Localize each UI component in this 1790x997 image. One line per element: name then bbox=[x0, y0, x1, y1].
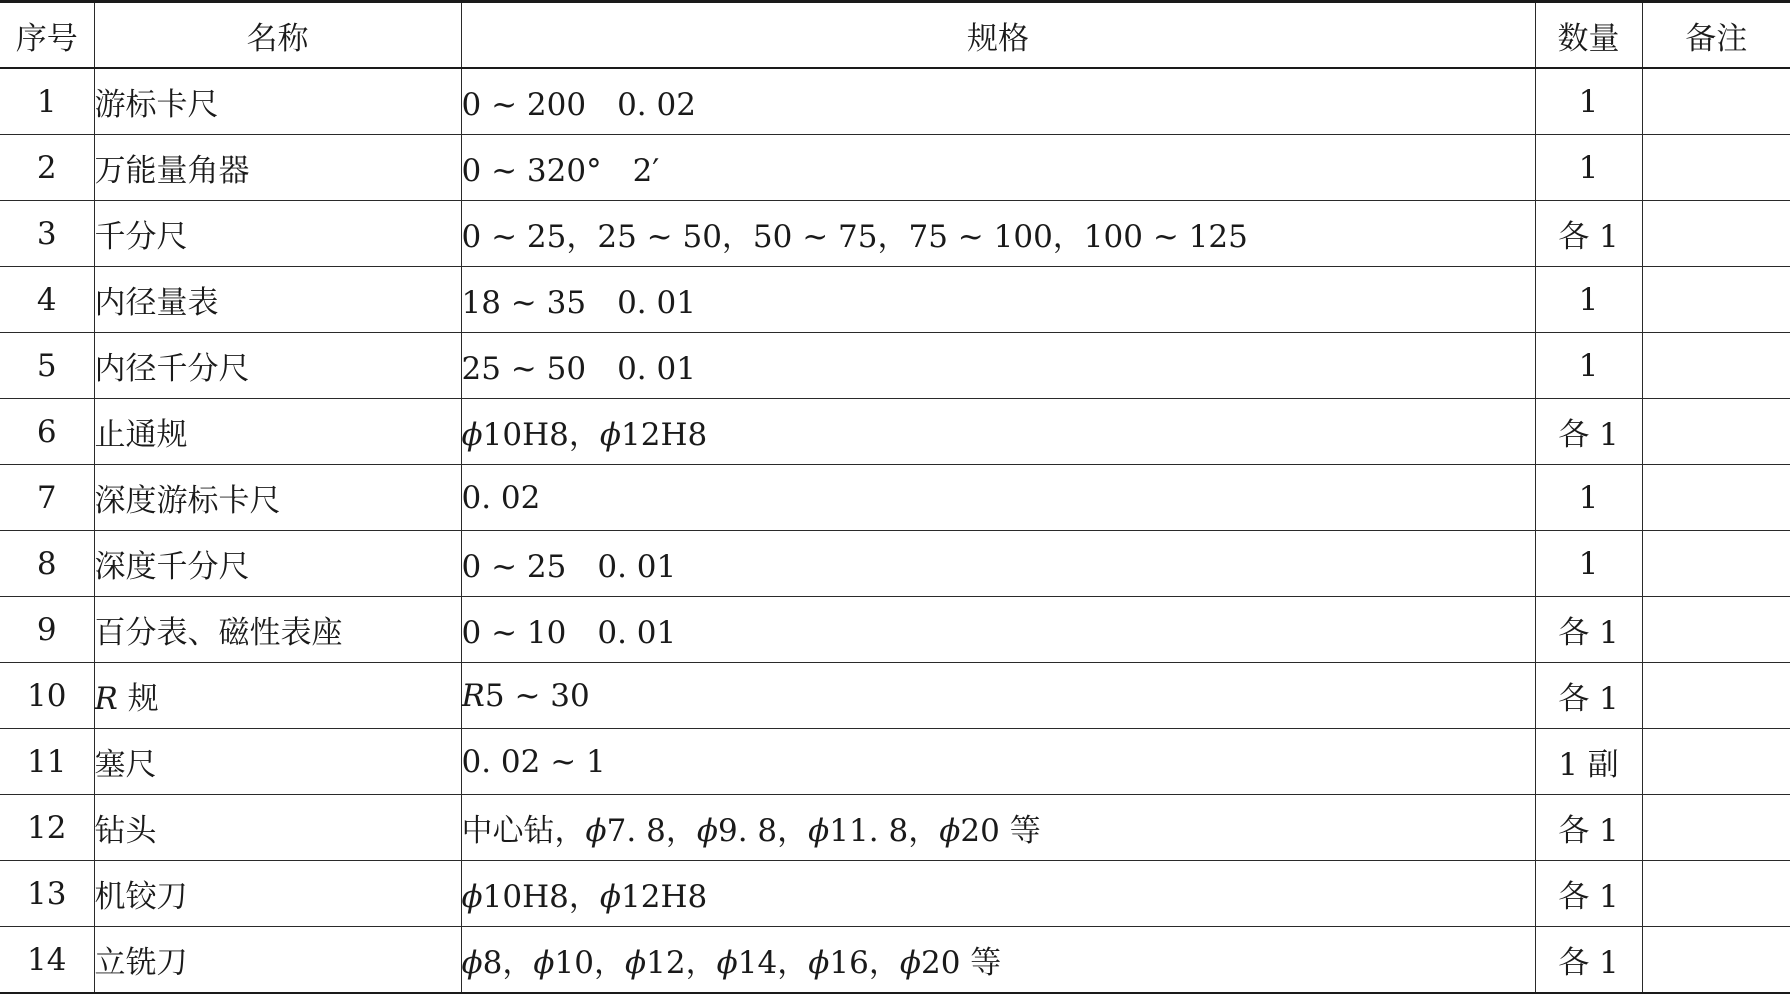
cell-no: 7 bbox=[0, 465, 94, 531]
cell-note bbox=[1642, 399, 1790, 465]
header-note: 备注 bbox=[1642, 3, 1790, 68]
cell-qty: 各 1 bbox=[1535, 399, 1642, 465]
cell-note bbox=[1642, 861, 1790, 927]
cell-name: 机铰刀 bbox=[94, 861, 461, 927]
cell-name: 千分尺 bbox=[94, 201, 461, 267]
variable-symbol: ϕ bbox=[624, 945, 647, 981]
cell-spec: 0 ~ 200 0. 02 bbox=[461, 68, 1535, 135]
cell-name: 钻头 bbox=[94, 795, 461, 861]
table-row bbox=[0, 267, 1790, 333]
cell-no: 11 bbox=[0, 729, 94, 795]
cell-name: R 规 bbox=[94, 663, 461, 729]
header-spec: 规格 bbox=[461, 3, 1535, 68]
table-row bbox=[0, 333, 1790, 399]
variable-symbol: ϕ bbox=[696, 813, 718, 849]
tool-list-table bbox=[0, 3, 1790, 994]
table-row bbox=[0, 399, 1790, 465]
table-row bbox=[0, 927, 1790, 994]
cell-name: 深度游标卡尺 bbox=[94, 465, 461, 531]
cell-no: 8 bbox=[0, 531, 94, 597]
table-row bbox=[0, 795, 1790, 861]
cell-spec: 25 ~ 50 0. 01 bbox=[461, 333, 1535, 399]
cell-no: 5 bbox=[0, 333, 94, 399]
variable-symbol: ϕ bbox=[599, 417, 622, 453]
variable-symbol: ϕ bbox=[461, 879, 483, 915]
variable-symbol: ϕ bbox=[716, 945, 738, 981]
header-no: 序号 bbox=[0, 3, 94, 68]
cell-qty: 1 bbox=[1535, 267, 1642, 333]
table-row bbox=[0, 201, 1790, 267]
cell-note bbox=[1642, 333, 1790, 399]
cell-no: 2 bbox=[0, 135, 94, 201]
cell-note bbox=[1642, 201, 1790, 267]
variable-symbol: ϕ bbox=[461, 417, 483, 453]
cell-note bbox=[1642, 267, 1790, 333]
cell-qty: 各 1 bbox=[1535, 663, 1642, 729]
variable-symbol: ϕ bbox=[899, 945, 921, 981]
cell-note bbox=[1642, 465, 1790, 531]
table-row bbox=[0, 597, 1790, 663]
table-row bbox=[0, 861, 1790, 927]
cell-note bbox=[1642, 597, 1790, 663]
cell-spec: 0 ~ 320° 2′ bbox=[461, 135, 1535, 201]
cell-name: 深度千分尺 bbox=[94, 531, 461, 597]
cell-qty: 各 1 bbox=[1535, 795, 1642, 861]
header-qty: 数量 bbox=[1535, 3, 1642, 68]
cell-qty: 1 bbox=[1535, 465, 1642, 531]
cell-note bbox=[1642, 927, 1790, 994]
cell-name: 塞尺 bbox=[94, 729, 461, 795]
cell-spec: 0. 02 ~ 1 bbox=[461, 729, 1535, 795]
cell-note bbox=[1642, 729, 1790, 795]
header-name: 名称 bbox=[94, 3, 461, 68]
cell-note bbox=[1642, 663, 1790, 729]
variable-symbol: ϕ bbox=[533, 945, 555, 981]
cell-note bbox=[1642, 531, 1790, 597]
cell-no: 9 bbox=[0, 597, 94, 663]
variable-symbol: R bbox=[461, 677, 485, 714]
cell-note bbox=[1642, 795, 1790, 861]
table-row bbox=[0, 663, 1790, 729]
cell-spec: 0 ~ 10 0. 01 bbox=[461, 597, 1535, 663]
cell-no: 14 bbox=[0, 927, 94, 994]
cell-qty: 1 bbox=[1535, 135, 1642, 201]
cell-no: 6 bbox=[0, 399, 94, 465]
cell-qty: 各 1 bbox=[1535, 597, 1642, 663]
table-row bbox=[0, 465, 1790, 531]
cell-name: 立铣刀 bbox=[94, 927, 461, 994]
cell-spec: 0 ~ 25，25 ~ 50，50 ~ 75，75 ~ 100，100 ~ 125 bbox=[461, 201, 1535, 267]
variable-symbol: ϕ bbox=[599, 879, 622, 915]
cell-note bbox=[1642, 68, 1790, 135]
cell-qty: 各 1 bbox=[1535, 927, 1642, 994]
cell-note bbox=[1642, 135, 1790, 201]
table-body bbox=[0, 68, 1790, 993]
table-row bbox=[0, 729, 1790, 795]
variable-symbol: ϕ bbox=[808, 813, 830, 849]
cell-name: 止通规 bbox=[94, 399, 461, 465]
variable-symbol: ϕ bbox=[585, 813, 607, 849]
cell-spec: R5 ~ 30 bbox=[461, 663, 1535, 729]
cell-qty: 1 bbox=[1535, 68, 1642, 135]
table-row bbox=[0, 68, 1790, 135]
table-header bbox=[0, 3, 1790, 68]
cell-qty: 1 bbox=[1535, 333, 1642, 399]
cell-qty: 1 副 bbox=[1535, 729, 1642, 795]
cell-spec: ϕ10H8，ϕ12H8 bbox=[461, 861, 1535, 927]
cell-qty: 各 1 bbox=[1535, 861, 1642, 927]
table-row bbox=[0, 135, 1790, 201]
cell-no: 3 bbox=[0, 201, 94, 267]
cell-qty: 各 1 bbox=[1535, 201, 1642, 267]
variable-symbol: ϕ bbox=[808, 945, 830, 981]
cell-spec: ϕ8，ϕ10，ϕ12，ϕ14，ϕ16，ϕ20 等 bbox=[461, 927, 1535, 994]
variable-symbol: ϕ bbox=[939, 813, 961, 849]
header-row bbox=[0, 3, 1790, 68]
cell-name: 游标卡尺 bbox=[94, 68, 461, 135]
cell-spec: 0. 02 bbox=[461, 465, 1535, 531]
cell-spec: ϕ10H8，ϕ12H8 bbox=[461, 399, 1535, 465]
cell-name: 百分表、磁性表座 bbox=[94, 597, 461, 663]
variable-symbol: R bbox=[94, 681, 118, 717]
cell-name: 内径量表 bbox=[94, 267, 461, 333]
variable-symbol: ϕ bbox=[461, 945, 483, 981]
cell-spec: 18 ~ 35 0. 01 bbox=[461, 267, 1535, 333]
cell-spec: 0 ~ 25 0. 01 bbox=[461, 531, 1535, 597]
cell-no: 1 bbox=[0, 68, 94, 135]
table-row bbox=[0, 531, 1790, 597]
cell-qty: 1 bbox=[1535, 531, 1642, 597]
cell-name: 万能量角器 bbox=[94, 135, 461, 201]
cell-spec: 中心钻，ϕ7. 8，ϕ9. 8，ϕ11. 8，ϕ20 等 bbox=[461, 795, 1535, 861]
cell-name: 内径千分尺 bbox=[94, 333, 461, 399]
cell-no: 13 bbox=[0, 861, 94, 927]
cell-no: 10 bbox=[0, 663, 94, 729]
cell-no: 4 bbox=[0, 267, 94, 333]
cell-no: 12 bbox=[0, 795, 94, 861]
